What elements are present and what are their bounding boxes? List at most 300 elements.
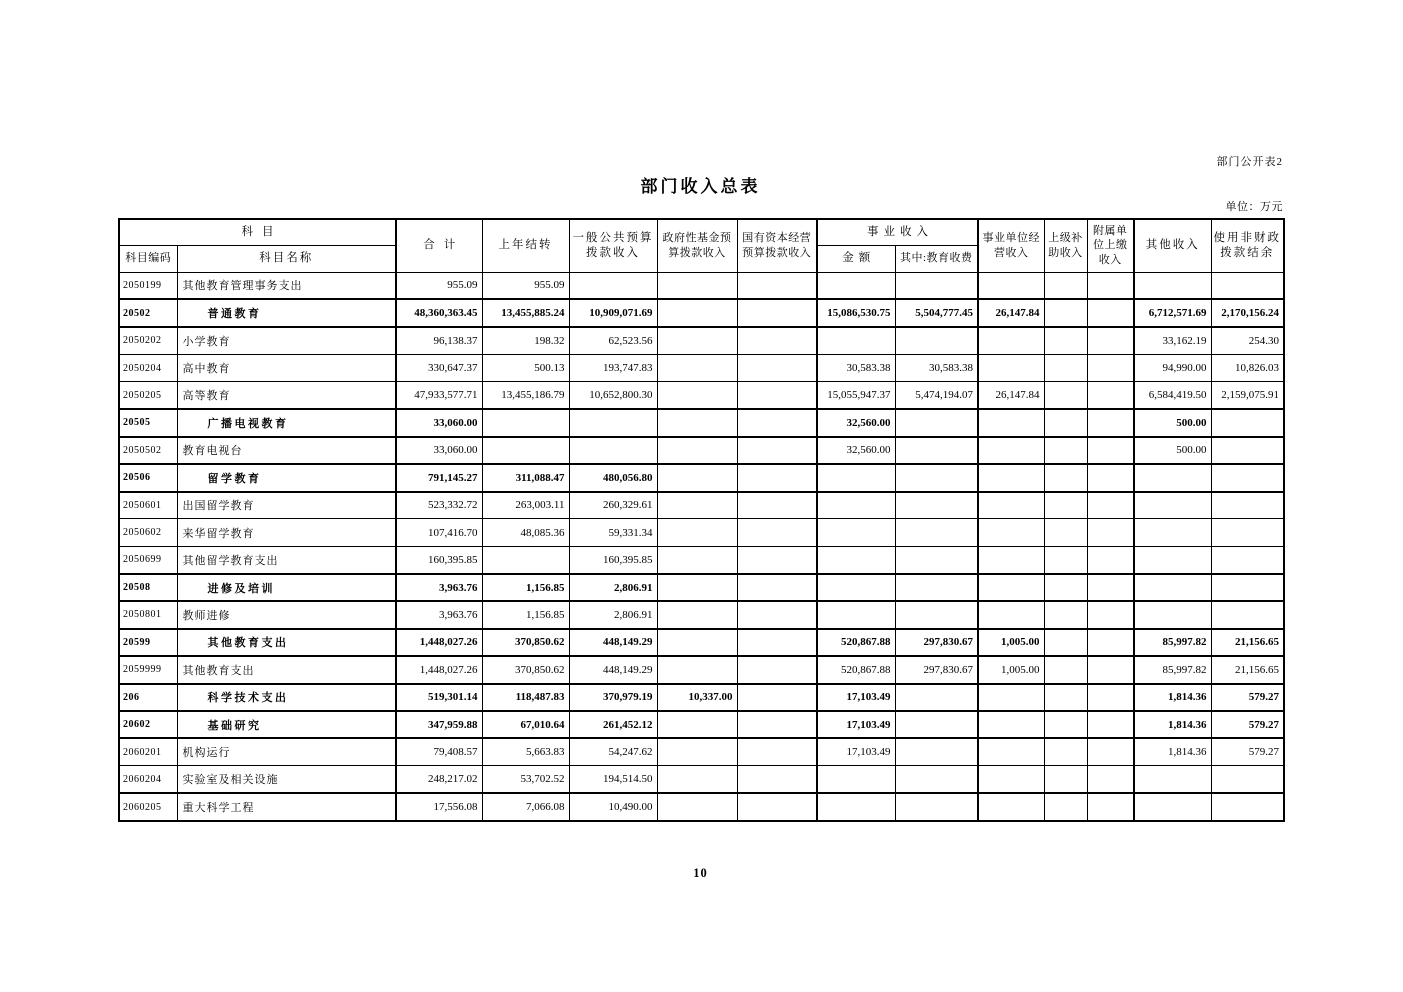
- cell-non-fiscal-balance: [1211, 546, 1284, 573]
- cell-government-fund: 10,337.00: [657, 684, 737, 711]
- cell-business-income-amount: 15,055,947.37: [817, 382, 895, 409]
- cell-education-fees: [895, 464, 978, 491]
- cell-government-fund: [657, 766, 737, 793]
- cell-government-fund: [657, 354, 737, 381]
- unit-note: 单位：万元: [1225, 201, 1283, 213]
- cell-general-public-budget: 370,979.19: [569, 684, 657, 711]
- cell-total: 79,408.57: [396, 738, 482, 765]
- cell-prior-year-carryover: 1,156.85: [482, 601, 569, 628]
- cell-other-income: 6,712,571.69: [1134, 299, 1211, 326]
- cell-other-income: [1134, 519, 1211, 546]
- header-operating-income: 事业单位经营收入: [978, 219, 1044, 272]
- cell-affiliated-remittance: [1087, 629, 1134, 656]
- cell-affiliated-remittance: [1087, 766, 1134, 793]
- cell-business-income-amount: 15,086,530.75: [817, 299, 895, 326]
- cell-operating-income: [978, 437, 1044, 464]
- cell-general-public-budget: 261,452.12: [569, 711, 657, 738]
- subject-code-cell: 2050199: [119, 272, 177, 299]
- table-row: [119, 629, 1284, 656]
- subject-code-cell: 2060201: [119, 738, 177, 765]
- cell-affiliated-remittance: [1087, 437, 1134, 464]
- cell-other-income: 1,814.36: [1134, 684, 1211, 711]
- header-total: 合计: [396, 219, 482, 272]
- cell-general-public-budget: 160,395.85: [569, 546, 657, 573]
- cell-state-capital: [737, 656, 817, 683]
- header-edu-fee: 其中:教育收费: [895, 245, 978, 272]
- cell-business-income-amount: [817, 601, 895, 628]
- subject-name-cell: 广播电视教育: [177, 409, 396, 436]
- cell-government-fund: [657, 327, 737, 354]
- cell-affiliated-remittance: [1087, 574, 1134, 601]
- cell-superior-subsidy: [1044, 327, 1087, 354]
- cell-total: 96,138.37: [396, 327, 482, 354]
- cell-operating-income: [978, 711, 1044, 738]
- table-row: [119, 492, 1284, 519]
- table-row: [119, 464, 1284, 491]
- cell-superior-subsidy: [1044, 409, 1087, 436]
- cell-affiliated-remittance: [1087, 601, 1134, 628]
- cell-business-income-amount: [817, 793, 895, 820]
- cell-government-fund: [657, 793, 737, 820]
- cell-government-fund: [657, 272, 737, 299]
- cell-business-income-amount: 32,560.00: [817, 437, 895, 464]
- subject-code-cell: 20502: [119, 299, 177, 326]
- table-row: [119, 327, 1284, 354]
- cell-total: 347,959.88: [396, 711, 482, 738]
- cell-government-fund: [657, 711, 737, 738]
- header-general-budget: 一般公共预算拨款收入: [569, 219, 657, 272]
- cell-business-income-amount: [817, 519, 895, 546]
- cell-operating-income: [978, 738, 1044, 765]
- subject-code-cell: 20508: [119, 574, 177, 601]
- page-number: 10: [693, 866, 708, 880]
- header-superior-subsidy: 上级补助收入: [1044, 219, 1087, 272]
- subject-code-cell: 2050502: [119, 437, 177, 464]
- subject-name-cell: 机构运行: [177, 738, 396, 765]
- subject-code-cell: 2050602: [119, 519, 177, 546]
- cell-other-income: 94,990.00: [1134, 354, 1211, 381]
- subject-code-cell: 2060204: [119, 766, 177, 793]
- cell-general-public-budget: 10,490.00: [569, 793, 657, 820]
- header-subject-name: 科目名称: [177, 245, 396, 272]
- cell-non-fiscal-balance: [1211, 409, 1284, 436]
- cell-prior-year-carryover: 5,663.83: [482, 738, 569, 765]
- cell-state-capital: [737, 793, 817, 820]
- cell-general-public-budget: 194,514.50: [569, 766, 657, 793]
- subject-name-cell: 普通教育: [177, 299, 396, 326]
- cell-operating-income: 26,147.84: [978, 299, 1044, 326]
- cell-state-capital: [737, 492, 817, 519]
- cell-affiliated-remittance: [1087, 272, 1134, 299]
- cell-superior-subsidy: [1044, 354, 1087, 381]
- cell-other-income: 500.00: [1134, 437, 1211, 464]
- cell-prior-year-carryover: 13,455,885.24: [482, 299, 569, 326]
- cell-total: 3,963.76: [396, 574, 482, 601]
- cell-other-income: [1134, 766, 1211, 793]
- cell-general-public-budget: 2,806.91: [569, 601, 657, 628]
- subject-name-cell: 教育电视台: [177, 437, 396, 464]
- cell-non-fiscal-balance: 2,159,075.91: [1211, 382, 1284, 409]
- subject-name-cell: 其他教育支出: [177, 656, 396, 683]
- cell-non-fiscal-balance: 254.30: [1211, 327, 1284, 354]
- cell-business-income-amount: 30,583.38: [817, 354, 895, 381]
- cell-operating-income: [978, 354, 1044, 381]
- table-row: [119, 711, 1284, 738]
- subject-code-cell: 2050601: [119, 492, 177, 519]
- cell-state-capital: [737, 601, 817, 628]
- table-row: [119, 766, 1284, 793]
- cell-non-fiscal-balance: 2,170,156.24: [1211, 299, 1284, 326]
- cell-state-capital: [737, 382, 817, 409]
- cell-operating-income: 1,005.00: [978, 629, 1044, 656]
- cell-non-fiscal-balance: [1211, 793, 1284, 820]
- cell-state-capital: [737, 738, 817, 765]
- table-row: [119, 519, 1284, 546]
- cell-superior-subsidy: [1044, 437, 1087, 464]
- income-summary-table: [118, 218, 1285, 822]
- cell-superior-subsidy: [1044, 711, 1087, 738]
- cell-non-fiscal-balance: 10,826.03: [1211, 354, 1284, 381]
- cell-total: 33,060.00: [396, 409, 482, 436]
- cell-affiliated-remittance: [1087, 711, 1134, 738]
- cell-prior-year-carryover: [482, 546, 569, 573]
- cell-business-income-amount: 17,103.49: [817, 684, 895, 711]
- cell-business-income-amount: 520,867.88: [817, 656, 895, 683]
- cell-education-fees: [895, 409, 978, 436]
- table-row: [119, 299, 1284, 326]
- table-row: [119, 546, 1284, 573]
- cell-non-fiscal-balance: [1211, 437, 1284, 464]
- cell-affiliated-remittance: [1087, 464, 1134, 491]
- cell-affiliated-remittance: [1087, 327, 1134, 354]
- cell-operating-income: [978, 766, 1044, 793]
- cell-business-income-amount: [817, 546, 895, 573]
- cell-non-fiscal-balance: [1211, 574, 1284, 601]
- cell-affiliated-remittance: [1087, 684, 1134, 711]
- subject-name-cell: 其他留学教育支出: [177, 546, 396, 573]
- header-gov-fund: 政府性基金预算拨款收入: [657, 219, 737, 272]
- cell-business-income-amount: 520,867.88: [817, 629, 895, 656]
- cell-business-income-amount: 32,560.00: [817, 409, 895, 436]
- subject-name-cell: 教师进修: [177, 601, 396, 628]
- cell-education-fees: [895, 546, 978, 573]
- cell-general-public-budget: 448,149.29: [569, 629, 657, 656]
- cell-superior-subsidy: [1044, 684, 1087, 711]
- cell-prior-year-carryover: 263,003.11: [482, 492, 569, 519]
- subject-code-cell: 20505: [119, 409, 177, 436]
- cell-state-capital: [737, 272, 817, 299]
- cell-government-fund: [657, 738, 737, 765]
- cell-state-capital: [737, 711, 817, 738]
- cell-total: 33,060.00: [396, 437, 482, 464]
- table-row: [119, 409, 1284, 436]
- subject-code-cell: 20602: [119, 711, 177, 738]
- cell-education-fees: [895, 793, 978, 820]
- cell-state-capital: [737, 519, 817, 546]
- header-other-income: 其他收入: [1134, 219, 1211, 272]
- cell-affiliated-remittance: [1087, 793, 1134, 820]
- cell-operating-income: 1,005.00: [978, 656, 1044, 683]
- cell-business-income-amount: 17,103.49: [817, 711, 895, 738]
- cell-prior-year-carryover: 370,850.62: [482, 629, 569, 656]
- cell-affiliated-remittance: [1087, 382, 1134, 409]
- cell-prior-year-carryover: 1,156.85: [482, 574, 569, 601]
- header-affiliate-income: 附属单位上缴收入: [1087, 219, 1134, 272]
- cell-non-fiscal-balance: [1211, 601, 1284, 628]
- cell-general-public-budget: 62,523.56: [569, 327, 657, 354]
- cell-total: 3,963.76: [396, 601, 482, 628]
- cell-prior-year-carryover: 67,010.64: [482, 711, 569, 738]
- subject-code-cell: 2050202: [119, 327, 177, 354]
- cell-education-fees: [895, 437, 978, 464]
- subject-name-cell: 基础研究: [177, 711, 396, 738]
- subject-name-cell: 小学教育: [177, 327, 396, 354]
- subject-code-cell: 2050699: [119, 546, 177, 573]
- page-title: 部门收入总表: [640, 177, 761, 196]
- cell-general-public-budget: 54,247.62: [569, 738, 657, 765]
- cell-non-fiscal-balance: 21,156.65: [1211, 629, 1284, 656]
- cell-total: 248,217.02: [396, 766, 482, 793]
- doc-label: 部门公开表2: [1216, 156, 1283, 168]
- table-row: [119, 684, 1284, 711]
- cell-other-income: 500.00: [1134, 409, 1211, 436]
- cell-operating-income: [978, 409, 1044, 436]
- table-row: [119, 382, 1284, 409]
- cell-government-fund: [657, 519, 737, 546]
- cell-superior-subsidy: [1044, 574, 1087, 601]
- cell-superior-subsidy: [1044, 601, 1087, 628]
- subject-name-cell: 出国留学教育: [177, 492, 396, 519]
- cell-education-fees: [895, 272, 978, 299]
- cell-other-income: [1134, 793, 1211, 820]
- cell-government-fund: [657, 546, 737, 573]
- cell-business-income-amount: [817, 766, 895, 793]
- cell-non-fiscal-balance: [1211, 464, 1284, 491]
- cell-other-income: 1,814.36: [1134, 738, 1211, 765]
- cell-non-fiscal-balance: 579.27: [1211, 684, 1284, 711]
- cell-prior-year-carryover: 955.09: [482, 272, 569, 299]
- cell-total: 160,395.85: [396, 546, 482, 573]
- subject-code-cell: 2050205: [119, 382, 177, 409]
- cell-prior-year-carryover: [482, 437, 569, 464]
- cell-total: 523,332.72: [396, 492, 482, 519]
- cell-general-public-budget: 10,652,800.30: [569, 382, 657, 409]
- cell-operating-income: 26,147.84: [978, 382, 1044, 409]
- cell-total: 330,647.37: [396, 354, 482, 381]
- header-business-income: 事业收入: [817, 219, 978, 245]
- cell-total: 519,301.14: [396, 684, 482, 711]
- cell-government-fund: [657, 464, 737, 491]
- header-subject-code: 科目编码: [119, 245, 177, 272]
- subject-code-cell: 2050801: [119, 601, 177, 628]
- cell-general-public-budget: 448,149.29: [569, 656, 657, 683]
- cell-other-income: [1134, 492, 1211, 519]
- cell-government-fund: [657, 574, 737, 601]
- cell-other-income: [1134, 272, 1211, 299]
- cell-affiliated-remittance: [1087, 519, 1134, 546]
- cell-superior-subsidy: [1044, 629, 1087, 656]
- cell-prior-year-carryover: 48,085.36: [482, 519, 569, 546]
- cell-education-fees: [895, 519, 978, 546]
- cell-prior-year-carryover: 13,455,186.79: [482, 382, 569, 409]
- cell-operating-income: [978, 492, 1044, 519]
- cell-operating-income: [978, 272, 1044, 299]
- cell-government-fund: [657, 629, 737, 656]
- cell-non-fiscal-balance: 21,156.65: [1211, 656, 1284, 683]
- cell-other-income: 85,997.82: [1134, 656, 1211, 683]
- cell-prior-year-carryover: 370,850.62: [482, 656, 569, 683]
- cell-superior-subsidy: [1044, 272, 1087, 299]
- cell-superior-subsidy: [1044, 546, 1087, 573]
- cell-operating-income: [978, 327, 1044, 354]
- cell-education-fees: 30,583.38: [895, 354, 978, 381]
- cell-general-public-budget: 193,747.83: [569, 354, 657, 381]
- cell-education-fees: [895, 766, 978, 793]
- cell-non-fiscal-balance: [1211, 519, 1284, 546]
- cell-general-public-budget: [569, 409, 657, 436]
- subject-code-cell: 206: [119, 684, 177, 711]
- cell-state-capital: [737, 574, 817, 601]
- cell-other-income: 6,584,419.50: [1134, 382, 1211, 409]
- cell-education-fees: [895, 711, 978, 738]
- cell-other-income: [1134, 464, 1211, 491]
- cell-affiliated-remittance: [1087, 299, 1134, 326]
- cell-operating-income: [978, 684, 1044, 711]
- cell-business-income-amount: [817, 464, 895, 491]
- cell-prior-year-carryover: 118,487.83: [482, 684, 569, 711]
- subject-name-cell: 留学教育: [177, 464, 396, 491]
- subject-code-cell: 2050204: [119, 354, 177, 381]
- header-nonfiscal-balance: 使用非财政拨款结余: [1211, 219, 1284, 272]
- cell-prior-year-carryover: 7,066.08: [482, 793, 569, 820]
- table-row: [119, 656, 1284, 683]
- cell-other-income: [1134, 546, 1211, 573]
- table-header: [119, 219, 1284, 272]
- subject-code-cell: 20599: [119, 629, 177, 656]
- cell-operating-income: [978, 546, 1044, 573]
- cell-affiliated-remittance: [1087, 656, 1134, 683]
- cell-superior-subsidy: [1044, 519, 1087, 546]
- cell-superior-subsidy: [1044, 464, 1087, 491]
- cell-government-fund: [657, 656, 737, 683]
- cell-general-public-budget: 480,056.80: [569, 464, 657, 491]
- cell-government-fund: [657, 409, 737, 436]
- cell-total: 791,145.27: [396, 464, 482, 491]
- cell-operating-income: [978, 793, 1044, 820]
- cell-education-fees: 297,830.67: [895, 629, 978, 656]
- cell-general-public-budget: 2,806.91: [569, 574, 657, 601]
- cell-education-fees: 297,830.67: [895, 656, 978, 683]
- cell-superior-subsidy: [1044, 656, 1087, 683]
- subject-code-cell: 2059999: [119, 656, 177, 683]
- cell-business-income-amount: [817, 272, 895, 299]
- cell-other-income: [1134, 574, 1211, 601]
- cell-prior-year-carryover: 198.32: [482, 327, 569, 354]
- cell-superior-subsidy: [1044, 766, 1087, 793]
- cell-state-capital: [737, 299, 817, 326]
- cell-business-income-amount: [817, 574, 895, 601]
- cell-other-income: 1,814.36: [1134, 711, 1211, 738]
- subject-code-cell: 20506: [119, 464, 177, 491]
- subject-name-cell: 科学技术支出: [177, 684, 396, 711]
- cell-operating-income: [978, 464, 1044, 491]
- cell-state-capital: [737, 354, 817, 381]
- cell-state-capital: [737, 684, 817, 711]
- cell-affiliated-remittance: [1087, 354, 1134, 381]
- cell-state-capital: [737, 409, 817, 436]
- table-row: [119, 738, 1284, 765]
- cell-education-fees: [895, 574, 978, 601]
- cell-government-fund: [657, 382, 737, 409]
- table-row: [119, 793, 1284, 820]
- cell-superior-subsidy: [1044, 492, 1087, 519]
- cell-government-fund: [657, 437, 737, 464]
- cell-superior-subsidy: [1044, 382, 1087, 409]
- cell-general-public-budget: [569, 437, 657, 464]
- cell-total: 48,360,363.45: [396, 299, 482, 326]
- cell-total: 955.09: [396, 272, 482, 299]
- cell-total: 1,448,027.26: [396, 629, 482, 656]
- cell-operating-income: [978, 601, 1044, 628]
- subject-name-cell: 实验室及相关设施: [177, 766, 396, 793]
- cell-superior-subsidy: [1044, 299, 1087, 326]
- cell-affiliated-remittance: [1087, 546, 1134, 573]
- cell-government-fund: [657, 601, 737, 628]
- cell-government-fund: [657, 299, 737, 326]
- cell-state-capital: [737, 629, 817, 656]
- subject-name-cell: 重大科学工程: [177, 793, 396, 820]
- cell-general-public-budget: 10,909,071.69: [569, 299, 657, 326]
- cell-state-capital: [737, 546, 817, 573]
- header-row-1: [119, 219, 1284, 245]
- cell-state-capital: [737, 437, 817, 464]
- cell-education-fees: [895, 492, 978, 519]
- cell-non-fiscal-balance: 579.27: [1211, 711, 1284, 738]
- cell-prior-year-carryover: 53,702.52: [482, 766, 569, 793]
- table-body: [119, 272, 1284, 821]
- table-row: [119, 354, 1284, 381]
- header-state-capital: 国有资本经营预算拨款收入: [737, 219, 817, 272]
- cell-business-income-amount: [817, 327, 895, 354]
- subject-name-cell: 进修及培训: [177, 574, 396, 601]
- cell-education-fees: [895, 327, 978, 354]
- cell-general-public-budget: 59,331.34: [569, 519, 657, 546]
- cell-total: 47,933,577.71: [396, 382, 482, 409]
- cell-state-capital: [737, 766, 817, 793]
- cell-non-fiscal-balance: [1211, 492, 1284, 519]
- cell-other-income: [1134, 601, 1211, 628]
- cell-superior-subsidy: [1044, 738, 1087, 765]
- table-row: [119, 601, 1284, 628]
- cell-state-capital: [737, 464, 817, 491]
- cell-government-fund: [657, 492, 737, 519]
- cell-non-fiscal-balance: 579.27: [1211, 738, 1284, 765]
- cell-prior-year-carryover: [482, 409, 569, 436]
- cell-total: 107,416.70: [396, 519, 482, 546]
- cell-affiliated-remittance: [1087, 738, 1134, 765]
- cell-non-fiscal-balance: [1211, 272, 1284, 299]
- cell-other-income: 85,997.82: [1134, 629, 1211, 656]
- subject-name-cell: 来华留学教育: [177, 519, 396, 546]
- subject-name-cell: 其他教育管理事务支出: [177, 272, 396, 299]
- cell-state-capital: [737, 327, 817, 354]
- subject-name-cell: 高等教育: [177, 382, 396, 409]
- table-row: [119, 574, 1284, 601]
- header-carryover: 上年结转: [482, 219, 569, 272]
- subject-name-cell: 高中教育: [177, 354, 396, 381]
- cell-non-fiscal-balance: [1211, 766, 1284, 793]
- cell-business-income-amount: [817, 492, 895, 519]
